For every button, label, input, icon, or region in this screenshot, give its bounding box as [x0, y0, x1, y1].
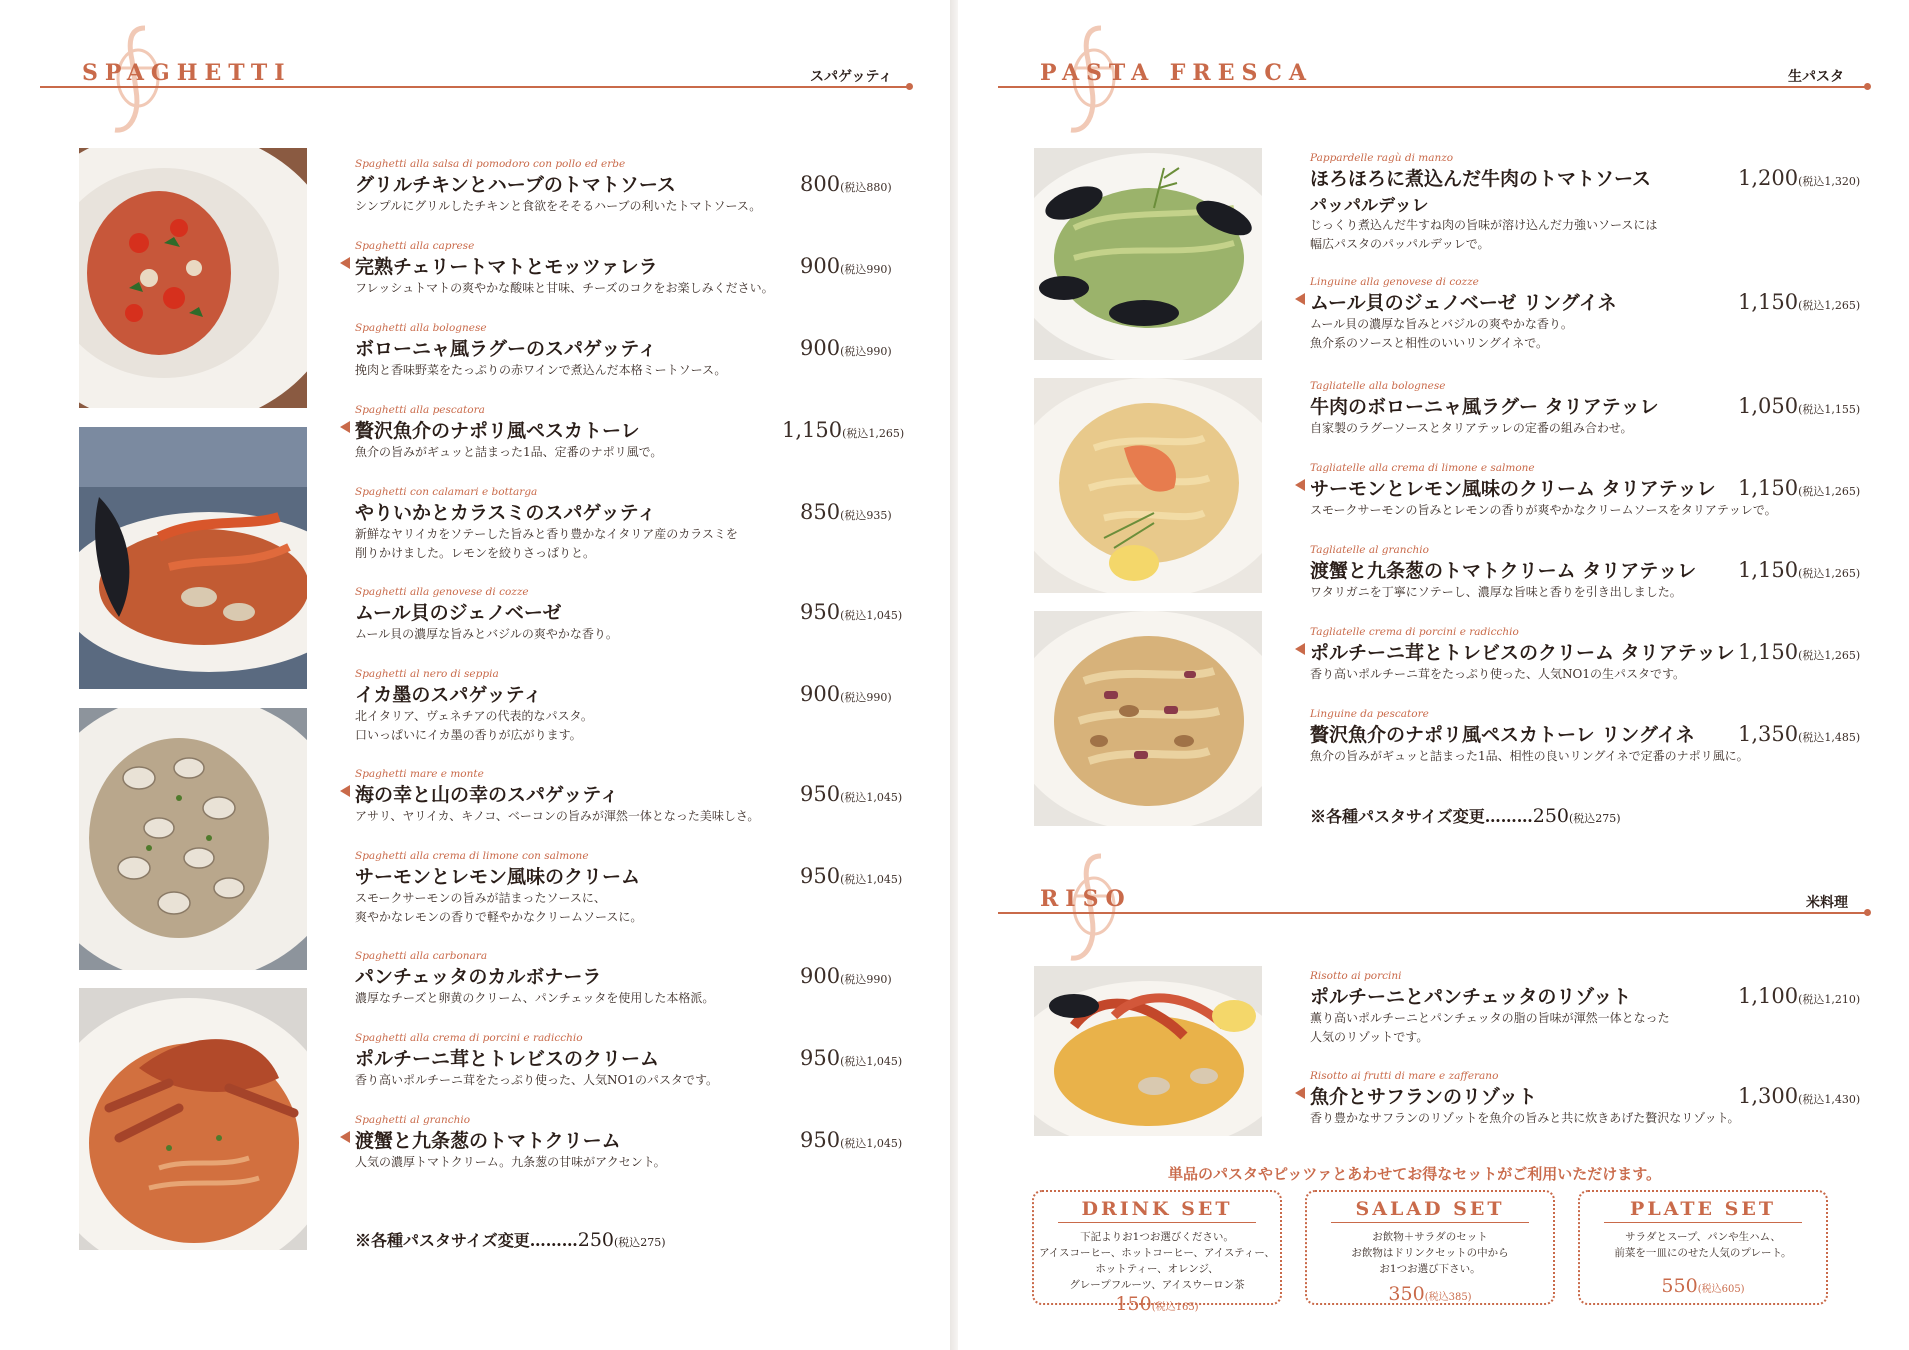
item-name: パンチェッタのカルボナーラ [355, 966, 602, 988]
plate-set-box [1578, 1190, 1828, 1305]
item-description: ムール貝の濃厚な旨みとバジルの爽やかな香り。 [355, 627, 618, 641]
item-italian-name: Tagliatelle alla crema di limone e salmone [1310, 462, 1535, 474]
set-line: グレープフルーツ、アイスウーロン茶 [1069, 1279, 1245, 1291]
item-price: 1,150(税込1,265) [782, 418, 905, 442]
item-italian-name: Pappardelle ragù di manzo [1310, 152, 1454, 164]
item-italian-name: Tagliatelle al granchio [1310, 544, 1429, 556]
menu-item [1310, 708, 1865, 766]
recommend-mark-icon [340, 1131, 350, 1143]
item-description: スモークサーモンの旨みが詰まったソースに、 [355, 891, 606, 905]
set-price: 350(税込385) [1388, 1283, 1472, 1305]
item-description: 自家製のラグーソースとタリアテッレの定番の組み合わせ。 [1310, 421, 1633, 435]
menu-item [355, 768, 910, 826]
item-description: 濃厚なチーズと卵黄のクリーム、パンチェッタを使用した本格派。 [355, 991, 715, 1005]
rule-dot [1864, 909, 1871, 916]
item-price: 1,150(税込1,265) [1738, 640, 1861, 664]
tagliatelle-porcini-photo [1034, 611, 1262, 826]
item-description-2: 幅広パスタのパッパルデッレで。 [1310, 237, 1490, 251]
right-page [958, 0, 1909, 1350]
item-description: 魚介の旨みがギュッと詰まった1品、定番のナポリ風で。 [355, 445, 663, 459]
size-change-note: ※各種パスタサイズ変更………250(税込275) [1310, 805, 1621, 827]
item-name: 牛肉のボローニャ風ラグー タリアテッレ [1310, 396, 1659, 418]
salad-set-box [1305, 1190, 1555, 1305]
item-description: 薫り高いポルチーニとパンチェッタの脂の旨味が渾然一体となった [1310, 1011, 1670, 1025]
menu-item [1310, 380, 1865, 438]
item-price: 1,050(税込1,155) [1738, 394, 1861, 418]
item-italian-name: Tagliatelle alla bolognese [1310, 380, 1446, 392]
item-description: 香り豊かなサフランのリゾットを魚介の旨みと共に炊きあげた贅沢なリゾット。 [1310, 1111, 1740, 1125]
item-name: 渡蟹と九条葱のトマトクリーム タリアテッレ [1310, 560, 1697, 582]
set-title: PLATE SET [1604, 1198, 1802, 1223]
item-italian-name: Tagliatelle crema di porcini e radicchio [1310, 626, 1519, 638]
section-rule [998, 912, 1866, 914]
item-description-2: 削りかけました。レモンを絞りさっぱりと。 [355, 546, 596, 560]
item-name: 海の幸と山の幸のスパゲッティ [355, 780, 910, 807]
item-price: 950(税込1,045) [800, 1128, 903, 1152]
item-description: 人気の濃厚トマトクリーム。九条葱の甘味がアクセント。 [355, 1155, 666, 1169]
menu-item [355, 404, 910, 462]
item-italian-name: Risotto ai frutti di mare e zafferano [1310, 1070, 1499, 1082]
menu-item [355, 586, 910, 644]
pasta-fresca-header [998, 30, 1878, 140]
item-description: ワタリガニを丁寧にソテーし、濃厚な旨味と香りを引き出しました。 [1310, 585, 1682, 599]
menu-item [355, 1032, 910, 1090]
item-name: サーモンとレモン風味のクリーム [355, 866, 641, 888]
pasta-cozze-photo [1034, 148, 1262, 360]
spaghetti-pomodoro-photo [79, 148, 307, 408]
item-name: ボローニャ風ラグーのスパゲッティ [355, 338, 657, 360]
item-italian-name: Risotto ai porcini [1310, 970, 1402, 982]
item-italian-name: Spaghetti alla crema di limone con salmone [355, 850, 589, 862]
item-price: 900(税込990) [800, 254, 892, 278]
set-title: DRINK SET [1058, 1198, 1256, 1223]
item-italian-name: Spaghetti alla caprese [355, 240, 475, 252]
item-description: じっくり煮込んだ牛すね肉の旨味が溶け込んだ力強いソースには [1310, 218, 1658, 232]
item-price: 950(税込1,045) [800, 1046, 903, 1070]
item-italian-name: Spaghetti con calamari e bottarga [355, 486, 538, 498]
item-price: 1,100(税込1,210) [1738, 984, 1861, 1008]
item-description: 香り高いポルチーニ茸をたっぷり使った、人気NO1の生パスタです。 [1310, 667, 1686, 681]
item-italian-name: Spaghetti alla pescatora [355, 404, 485, 416]
menu-item [355, 322, 910, 380]
menu-item [355, 1114, 910, 1172]
menu-item [1310, 1070, 1865, 1128]
item-description: 挽肉と香味野菜をたっぷりの赤ワインで煮込んだ本格ミートソース。 [355, 363, 727, 377]
item-description-2: 口いっぱいにイカ墨の香りが広がります。 [355, 728, 582, 742]
item-description: 魚介の旨みがギュッと詰まった1品、相性の良いリングイネで定番のナポリ風に。 [1310, 749, 1749, 763]
item-name: 贅沢魚介のナポリ風ペスカトーレ [355, 416, 910, 443]
set-intro-text: 単品のパスタやピッツァとあわせてお得なセットがご利用いただけます。 [1168, 1165, 1662, 1183]
section-jp-title: 米料理 [1806, 895, 1848, 911]
riso-header [998, 858, 1878, 968]
risotto-mare-photo [1034, 966, 1262, 1136]
item-italian-name: Spaghetti al granchio [355, 1114, 471, 1126]
set-line: ホットティー、オレンジ、 [1095, 1263, 1219, 1275]
item-price: 950(税込1,045) [800, 782, 903, 806]
item-price: 950(税込1,045) [800, 600, 903, 624]
recommend-mark-icon [1295, 643, 1305, 655]
recommend-mark-icon [340, 421, 350, 433]
item-description-2: 人気のリゾットです。 [1310, 1030, 1429, 1044]
set-line: お飲物＋サラダのセット [1372, 1231, 1488, 1243]
item-description: アサリ、ヤリイカ、キノコ、ベーコンの旨みが渾然一体となった美味しさ。 [355, 809, 760, 823]
item-price: 800(税込880) [800, 172, 892, 196]
menu-item [1310, 276, 1865, 353]
item-italian-name: Spaghetti alla crema di porcini e radicchio [355, 1032, 583, 1044]
spaghetti-pescatora-photo [79, 427, 307, 689]
item-name: ポルチーニ茸とトレビスのクリーム [355, 1048, 660, 1070]
item-description-2: 魚介系のソースと相性のいいリングイネで。 [1310, 336, 1548, 350]
item-description: スモークサーモンの旨みとレモンの香りが爽やかなクリームソースをタリアテッレで。 [1310, 503, 1777, 517]
item-name: イカ墨のスパゲッティ [355, 684, 543, 706]
set-price: 150(税込165) [1115, 1293, 1199, 1315]
set-line: アイスコーヒー、ホットコーヒー、アイスティー、 [1039, 1247, 1275, 1259]
set-title: SALAD SET [1331, 1198, 1529, 1223]
recommend-mark-icon [340, 785, 350, 797]
spaghetti-header [40, 30, 920, 140]
set-price: 550(税込605) [1661, 1275, 1745, 1297]
item-price: 1,200(税込1,320) [1738, 166, 1861, 190]
set-line: 下記よりお1つお選びください。 [1080, 1231, 1234, 1243]
menu-item [1310, 152, 1865, 254]
item-description: シンプルにグリルしたチキンと食欲をそそるハーブの利いたトマトソース。 [355, 199, 762, 213]
item-name: ポルチーニ茸とトレビスのクリーム タリアテッレ [1310, 638, 1865, 665]
item-price: 1,150(税込1,265) [1738, 558, 1861, 582]
item-price: 850(税込935) [800, 500, 892, 524]
section-jp-title: スパゲッティ [810, 69, 893, 85]
item-name: 完熟チェリートマトとモッツァレラ [355, 252, 910, 279]
rule-dot [906, 83, 913, 90]
spaghetti-granchio-photo [79, 988, 307, 1250]
item-italian-name: Spaghetti mare e monte [355, 768, 484, 780]
menu-item [1310, 626, 1865, 684]
page-fold [950, 0, 958, 1350]
item-italian-name: Linguine alla genovese di cozze [1310, 276, 1479, 288]
section-title: RISO [1040, 886, 1132, 912]
rule-dot [1864, 83, 1871, 90]
section-title: SPAGHETTI [82, 60, 292, 86]
spaghetti-vongole-photo [79, 708, 307, 970]
item-name: ムール貝のジェノベーゼ リングイネ [1310, 288, 1865, 315]
recommend-mark-icon [1295, 1087, 1305, 1099]
menu-item [1310, 970, 1865, 1047]
left-page [0, 0, 950, 1350]
item-name: グリルチキンとハーブのトマトソース [355, 174, 676, 196]
item-description-2: 爽やかなレモンの香りで軽やかなクリームソースに。 [355, 910, 643, 924]
item-italian-name: Spaghetti al nero di seppia [355, 668, 499, 680]
item-price: 1,150(税込1,265) [1738, 476, 1861, 500]
menu-item [1310, 462, 1865, 520]
item-price: 900(税込990) [800, 964, 892, 988]
item-description: 香り高いポルチーニ茸をたっぷり使った、人気NO1のパスタです。 [355, 1073, 719, 1087]
item-name: ムール貝のジェノベーゼ [355, 602, 562, 624]
recommend-mark-icon [340, 257, 350, 269]
item-name: 贅沢魚介のナポリ風ペスカトーレ リングイネ [1310, 724, 1695, 746]
menu-item [355, 668, 910, 745]
menu-item [1310, 544, 1865, 602]
set-line: お飲物はドリンクセットの中から [1351, 1247, 1509, 1259]
item-italian-name: Spaghetti alla bolognese [355, 322, 487, 334]
item-name: やりいかとカラスミのスパゲッティ [355, 502, 657, 524]
item-name: ポルチーニとパンチェッタのリゾット [1310, 986, 1632, 1008]
section-title: PASTA FRESCA [1040, 60, 1313, 86]
menu-item [355, 240, 910, 298]
recommend-mark-icon [1295, 479, 1305, 491]
size-change-note: ※各種パスタサイズ変更………250(税込275) [355, 1229, 666, 1251]
item-price: 950(税込1,045) [800, 864, 903, 888]
item-description: フレッシュトマトの爽やかな酸味と甘味、チーズのコクをお楽しみください。 [355, 281, 774, 295]
set-line: お1つお選び下さい。 [1379, 1263, 1481, 1275]
set-line: サラダとスープ、パンや生ハム、 [1625, 1231, 1781, 1243]
item-price: 900(税込990) [800, 682, 892, 706]
tagliatelle-salmone-photo [1034, 378, 1262, 593]
item-italian-name: Spaghetti alla salsa di pomodoro con pollo ed erbe [355, 158, 626, 170]
item-name: サーモンとレモン風味のクリーム タリアテッレ [1310, 474, 1865, 501]
item-description: 北イタリア、ヴェネチアの代表的なパスタ。 [355, 709, 593, 723]
item-description: ムール貝の濃厚な旨みとバジルの爽やかな香り。 [1310, 317, 1573, 331]
item-name-2: パッパルデッレ [1310, 196, 1429, 216]
item-price: 1,350(税込1,485) [1738, 722, 1861, 746]
item-italian-name: Linguine da pescatore [1310, 708, 1429, 720]
menu-item [355, 850, 910, 927]
set-line: 前菜を一皿にのせた人気のプレート。 [1614, 1247, 1792, 1259]
item-italian-name: Spaghetti alla carbonara [355, 950, 488, 962]
item-price: 900(税込990) [800, 336, 892, 360]
drink-set-box [1032, 1190, 1282, 1315]
recommend-mark-icon [1295, 293, 1305, 305]
menu-item [355, 158, 910, 216]
item-name: ほろほろに煮込んだ牛肉のトマトソース [1310, 168, 1652, 190]
menu-item [355, 950, 910, 1008]
item-description: 新鮮なヤリイカをソテーした旨みと香り豊かなイタリア産のカラスミを [355, 527, 738, 541]
item-name: 魚介とサフランのリゾット [1310, 1082, 1865, 1109]
menu-item [355, 486, 910, 563]
item-price: 1,150(税込1,265) [1738, 290, 1861, 314]
section-rule [40, 86, 908, 88]
item-price: 1,300(税込1,430) [1738, 1084, 1861, 1108]
section-rule [998, 86, 1866, 88]
item-italian-name: Spaghetti alla genovese di cozze [355, 586, 529, 598]
section-jp-title: 生パスタ [1788, 69, 1844, 85]
item-name: 渡蟹と九条葱のトマトクリーム [355, 1126, 910, 1153]
